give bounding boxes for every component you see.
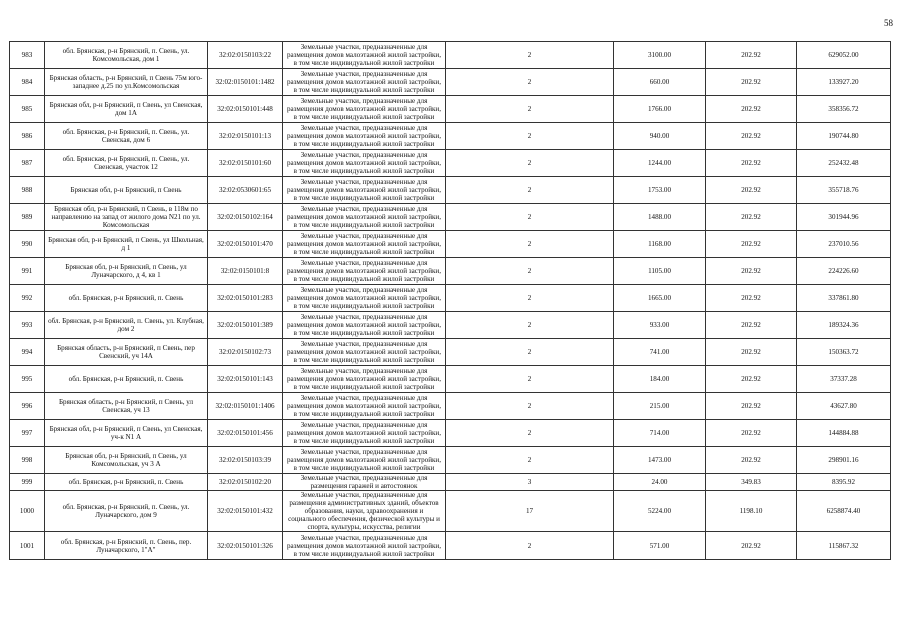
specific-value-cell: 202.92 [706,42,797,69]
use-group-cell: 2 [446,204,614,231]
use-group-cell: 2 [446,393,614,420]
cadastral-number-cell: 32:02:0150101:8 [208,258,283,285]
permitted-use-cell: Земельные участки, предназначенные для размещения домов малоэтажной жилой застройки, в том числе индивидуальной жилой застройки [283,532,446,560]
table-row [10,204,891,231]
permitted-use-cell: Земельные участки, предназначенные для размещения административных зданий, объектов образования, науки, здравоохранения и социального обеспечения, физической культуры и спорта, культуры, искусства, религии [283,491,446,532]
row-number-cell: 996 [10,393,45,420]
table-row [10,258,891,285]
use-group-cell: 2 [446,420,614,447]
specific-value-cell: 1198.10 [706,491,797,532]
address-cell: Брянская обл, р-н Брянский, п Свень, ул Свенская, дом 1А [45,96,208,123]
specific-value-cell: 202.92 [706,447,797,474]
address-cell: обл. Брянская, р-н Брянский, п. Свень [45,474,208,491]
row-number-cell: 990 [10,231,45,258]
cadastral-number-cell: 32:02:0150101:326 [208,532,283,560]
cadastral-value-cell: 355718.76 [797,177,891,204]
address-cell: обл. Брянская, р-н Брянский, п. Свень, ул. Свенская, дом 6 [45,123,208,150]
address-cell: Брянская обл, р-н Брянский, п Свень, в 118м по направлению на запад от жилого дома N21 по ул. Комсомольская [45,204,208,231]
area-cell: 1105.00 [614,258,706,285]
cadastral-number-cell: 32:02:0150101:1406 [208,393,283,420]
permitted-use-cell: Земельные участки, предназначенные для размещения домов малоэтажной жилой застройки, в том числе индивидуальной жилой застройки [283,231,446,258]
cadastral-value-cell: 6258874.40 [797,491,891,532]
table-row [10,285,891,312]
specific-value-cell: 202.92 [706,204,797,231]
cadastral-value-cell: 298901.16 [797,447,891,474]
row-number-cell: 1001 [10,532,45,560]
permitted-use-cell: Земельные участки, предназначенные для размещения домов малоэтажной жилой застройки, в том числе индивидуальной жилой застройки [283,150,446,177]
area-cell: 1168.00 [614,231,706,258]
row-number-cell: 984 [10,69,45,96]
row-number-cell: 988 [10,177,45,204]
specific-value-cell: 202.92 [706,69,797,96]
cadastral-number-cell: 32:02:0150101:13 [208,123,283,150]
specific-value-cell: 202.92 [706,123,797,150]
specific-value-cell: 202.92 [706,231,797,258]
cadastral-value-cell: 144884.88 [797,420,891,447]
row-number-cell: 986 [10,123,45,150]
row-number-cell: 992 [10,285,45,312]
address-cell: обл. Брянская, р-н Брянский, п. Свень, ул. Комсомольская, дом 1 [45,42,208,69]
address-cell: Брянская обл, р-н Брянский, п Свень, ул Школьная, д 1 [45,231,208,258]
cadastral-value-cell: 224226.60 [797,258,891,285]
table-row [10,491,891,532]
row-number-cell: 989 [10,204,45,231]
specific-value-cell: 202.92 [706,420,797,447]
specific-value-cell: 202.92 [706,532,797,560]
row-number-cell: 999 [10,474,45,491]
specific-value-cell: 202.92 [706,150,797,177]
table-row [10,447,891,474]
address-cell: Брянская область, р-н Брянский, п Свень, пер Свенский, уч 14А [45,339,208,366]
cadastral-number-cell: 32:02:0150101:143 [208,366,283,393]
cadastral-number-cell: 32:02:0150101:283 [208,285,283,312]
table-row [10,366,891,393]
permitted-use-cell: Земельные участки, предназначенные для размещения домов малоэтажной жилой застройки, в том числе индивидуальной жилой застройки [283,258,446,285]
cadastral-value-cell: 133927.20 [797,69,891,96]
table-row [10,150,891,177]
area-cell: 940.00 [614,123,706,150]
area-cell: 1766.00 [614,96,706,123]
cadastral-number-cell: 32:02:0150101:448 [208,96,283,123]
row-number-cell: 987 [10,150,45,177]
cadastral-value-cell: 629052.00 [797,42,891,69]
area-cell: 741.00 [614,339,706,366]
use-group-cell: 2 [446,69,614,96]
use-group-cell: 2 [446,177,614,204]
cadastral-value-cell: 358356.72 [797,96,891,123]
permitted-use-cell: Земельные участки, предназначенные для размещения домов малоэтажной жилой застройки, в том числе индивидуальной жилой застройки [283,204,446,231]
address-cell: Брянская область, р-н Брянский, п Свень, ул Свенская, уч 13 [45,393,208,420]
area-cell: 184.00 [614,366,706,393]
permitted-use-cell: Земельные участки, предназначенные для размещения домов малоэтажной жилой застройки, в том числе индивидуальной жилой застройки [283,312,446,339]
address-cell: Брянская обл, р-н Брянский, п Свень, ул Свенская, уч-к N1 А [45,420,208,447]
address-cell: обл. Брянская, р-н Брянский, п. Свень [45,366,208,393]
use-group-cell: 2 [446,150,614,177]
use-group-cell: 2 [446,532,614,560]
table-row [10,393,891,420]
use-group-cell: 3 [446,474,614,491]
specific-value-cell: 349.83 [706,474,797,491]
address-cell: Брянская обл, р-н Брянский, п Свень [45,177,208,204]
table-row [10,177,891,204]
area-cell: 1665.00 [614,285,706,312]
use-group-cell: 2 [446,339,614,366]
area-cell: 3100.00 [614,42,706,69]
permitted-use-cell: Земельные участки, предназначенные для размещения домов малоэтажной жилой застройки, в том числе индивидуальной жилой застройки [283,96,446,123]
address-cell: обл. Брянская, р-н Брянский, п. Свень [45,285,208,312]
address-cell: обл. Брянская, р-н Брянский, п. Свень, ул. Клубная, дом 2 [45,312,208,339]
cadastral-number-cell: 32:02:0150103:39 [208,447,283,474]
permitted-use-cell: Земельные участки, предназначенные для размещения домов малоэтажной жилой застройки, в том числе индивидуальной жилой застройки [283,393,446,420]
area-cell: 5224.00 [614,491,706,532]
area-cell: 1244.00 [614,150,706,177]
use-group-cell: 2 [446,96,614,123]
use-group-cell: 2 [446,366,614,393]
row-number-cell: 983 [10,42,45,69]
address-cell: обл. Брянская, р-н Брянский, п. Свень, пер. Луначарского, 1"А" [45,532,208,560]
area-cell: 660.00 [614,69,706,96]
table-row [10,42,891,69]
table-row [10,474,891,491]
specific-value-cell: 202.92 [706,339,797,366]
row-number-cell: 994 [10,339,45,366]
permitted-use-cell: Земельные участки, предназначенные для размещения домов малоэтажной жилой застройки, в том числе индивидуальной жилой застройки [283,447,446,474]
land-registry-table [9,41,891,560]
cadastral-value-cell: 8395.92 [797,474,891,491]
cadastral-number-cell: 32:02:0150101:1482 [208,69,283,96]
cadastral-value-cell: 337861.80 [797,285,891,312]
table-row [10,231,891,258]
table-row [10,96,891,123]
area-cell: 24.00 [614,474,706,491]
specific-value-cell: 202.92 [706,96,797,123]
area-cell: 1753.00 [614,177,706,204]
row-number-cell: 998 [10,447,45,474]
row-number-cell: 985 [10,96,45,123]
use-group-cell: 2 [446,42,614,69]
cadastral-number-cell: 32:02:0150102:20 [208,474,283,491]
permitted-use-cell: Земельные участки, предназначенные для размещения домов малоэтажной жилой застройки, в том числе индивидуальной жилой застройки [283,285,446,312]
cadastral-number-cell: 32:02:0150101:432 [208,491,283,532]
table-row [10,312,891,339]
address-cell: обл. Брянская, р-н Брянский, п. Свень, ул. Луначарского, дом 9 [45,491,208,532]
table-row [10,123,891,150]
row-number-cell: 997 [10,420,45,447]
cadastral-number-cell: 32:02:0150101:60 [208,150,283,177]
row-number-cell: 993 [10,312,45,339]
use-group-cell: 2 [446,285,614,312]
permitted-use-cell: Земельные участки, предназначенные для размещения домов малоэтажной жилой застройки, в том числе индивидуальной жилой застройки [283,177,446,204]
cadastral-value-cell: 43627.80 [797,393,891,420]
cadastral-value-cell: 237010.56 [797,231,891,258]
permitted-use-cell: Земельные участки, предназначенные для размещения домов малоэтажной жилой застройки, в том числе индивидуальной жилой застройки [283,366,446,393]
row-number-cell: 1000 [10,491,45,532]
permitted-use-cell: Земельные участки, предназначенные для размещения домов малоэтажной жилой застройки, в том числе индивидуальной жилой застройки [283,69,446,96]
use-group-cell: 2 [446,312,614,339]
specific-value-cell: 202.92 [706,312,797,339]
table-row [10,420,891,447]
use-group-cell: 2 [446,447,614,474]
cadastral-number-cell: 32:02:0150103:22 [208,42,283,69]
address-cell: Брянская обл, р-н Брянский, п Свень, ул Луначарского, д 4, кв 1 [45,258,208,285]
cadastral-number-cell: 32:02:0150102:164 [208,204,283,231]
table-row [10,339,891,366]
cadastral-value-cell: 301944.96 [797,204,891,231]
area-cell: 714.00 [614,420,706,447]
page-number: 58 [884,18,893,28]
address-cell: обл. Брянская, р-н Брянский, п. Свень, ул. Свенская, участок 12 [45,150,208,177]
permitted-use-cell: Земельные участки, предназначенные для размещения домов малоэтажной жилой застройки, в том числе индивидуальной жилой застройки [283,339,446,366]
specific-value-cell: 202.92 [706,366,797,393]
row-number-cell: 991 [10,258,45,285]
use-group-cell: 2 [446,123,614,150]
permitted-use-cell: Земельные участки, предназначенные для размещения гаражей и автостоянок [283,474,446,491]
area-cell: 215.00 [614,393,706,420]
specific-value-cell: 202.92 [706,258,797,285]
cadastral-value-cell: 115867.32 [797,532,891,560]
address-cell: Брянская область, р-н Брянский, п Свень 75м юго-западнее д.25 по ул.Комсомольская [45,69,208,96]
permitted-use-cell: Земельные участки, предназначенные для размещения домов малоэтажной жилой застройки, в том числе индивидуальной жилой застройки [283,123,446,150]
permitted-use-cell: Земельные участки, предназначенные для размещения домов малоэтажной жилой застройки, в том числе индивидуальной жилой застройки [283,420,446,447]
table-row [10,532,891,560]
table-body [10,42,891,560]
specific-value-cell: 202.92 [706,285,797,312]
use-group-cell: 17 [446,491,614,532]
cadastral-number-cell: 32:02:0150101:470 [208,231,283,258]
permitted-use-cell: Земельные участки, предназначенные для размещения домов малоэтажной жилой застройки, в том числе индивидуальной жилой застройки [283,42,446,69]
use-group-cell: 2 [446,258,614,285]
area-cell: 1473.00 [614,447,706,474]
address-cell: Брянская обл, р-н Брянский, п Свень, ул Комсомольская, уч 3 А [45,447,208,474]
area-cell: 571.00 [614,532,706,560]
cadastral-value-cell: 150363.72 [797,339,891,366]
cadastral-number-cell: 32:02:0150101:389 [208,312,283,339]
specific-value-cell: 202.92 [706,393,797,420]
specific-value-cell: 202.92 [706,177,797,204]
row-number-cell: 995 [10,366,45,393]
cadastral-value-cell: 37337.28 [797,366,891,393]
use-group-cell: 2 [446,231,614,258]
area-cell: 1488.00 [614,204,706,231]
cadastral-number-cell: 32:02:0530601:65 [208,177,283,204]
cadastral-value-cell: 189324.36 [797,312,891,339]
area-cell: 933.00 [614,312,706,339]
cadastral-number-cell: 32:02:0150102:73 [208,339,283,366]
cadastral-value-cell: 252432.48 [797,150,891,177]
cadastral-value-cell: 190744.80 [797,123,891,150]
table-row [10,69,891,96]
cadastral-number-cell: 32:02:0150101:456 [208,420,283,447]
